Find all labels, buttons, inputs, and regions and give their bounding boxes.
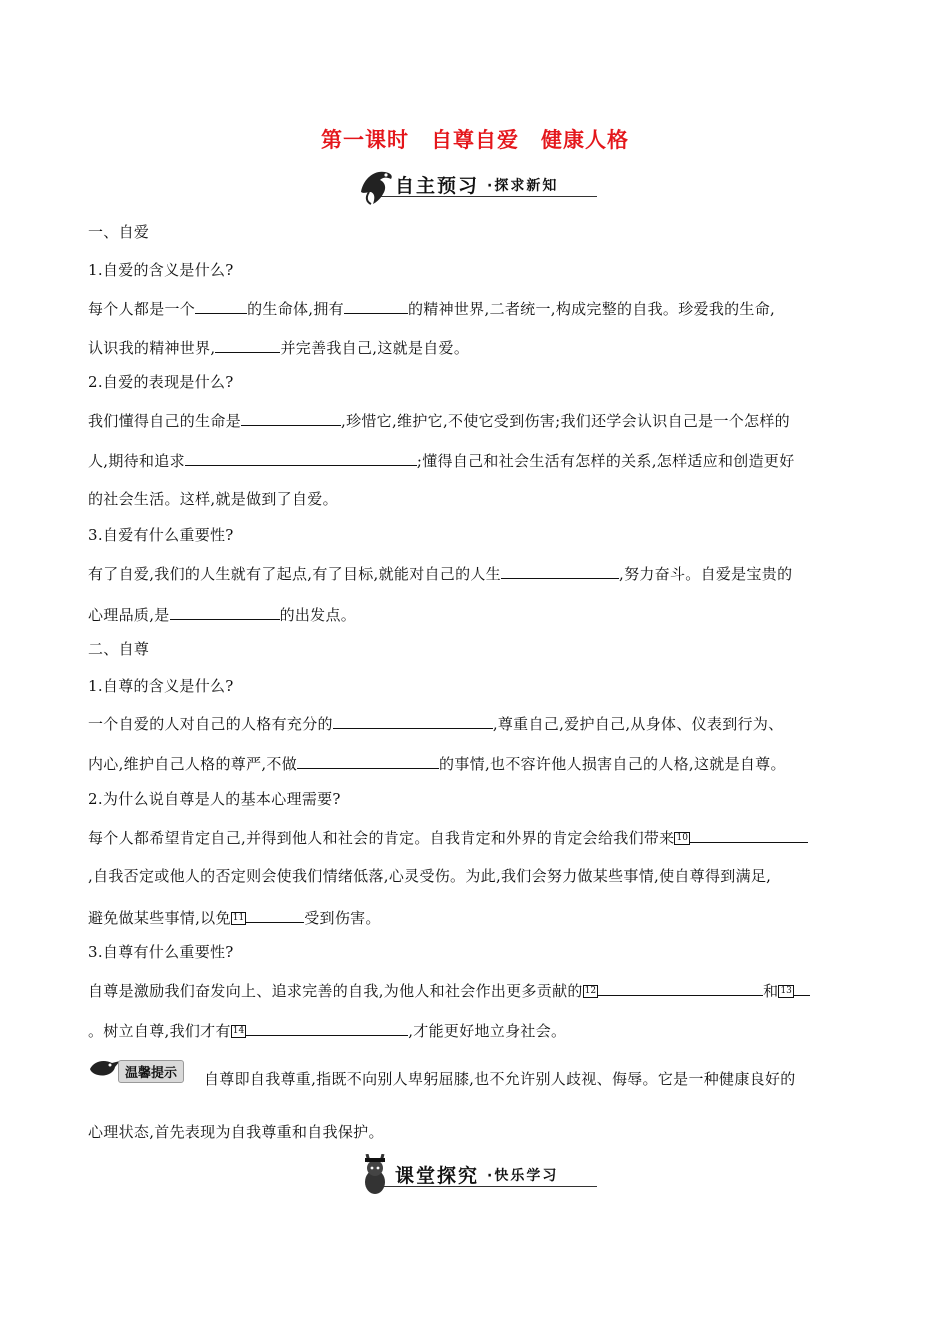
answer-blank[interactable] (297, 752, 439, 769)
question-1: 1.自爱的含义是什么? (88, 261, 234, 279)
answer-blank[interactable] (344, 297, 408, 314)
section-heading-self-love: 一、自爱 (88, 223, 150, 241)
answer-blank[interactable] (246, 1019, 408, 1036)
question-2: 2.自爱的表现是什么? (88, 373, 234, 391)
tip-text: 自尊即自我尊重,指既不向别人卑躬屈膝,也不允许别人歧视、侮辱。它是一种健康良好的 (204, 1070, 796, 1088)
blank-number-marker: 12 (584, 986, 597, 996)
text-line: 自尊是激励我们奋发向上、追求完善的自我,为他人和社会作出更多贡献的 12 和 13 (88, 979, 810, 1001)
text-line: 。树立自尊,我们才有 14 ,才能更好地立身社会。 (88, 1019, 566, 1041)
tip-badge (88, 1058, 192, 1080)
banner-underline (381, 196, 597, 197)
answer-blank[interactable] (241, 409, 341, 426)
answer-blank[interactable] (170, 603, 280, 620)
title-part-subtopic: 健康人格 (541, 128, 629, 152)
banner-preview-subtitle: ·探求新知 (487, 178, 559, 194)
bird-icon (88, 1055, 122, 1079)
question-5: 2.为什么说自尊是人的基本心理需要? (88, 790, 341, 808)
blank-number-marker: 13 (780, 986, 792, 996)
text-line: 有了自爱,我们的人生就有了起点,有了目标,就能对自己的人生 ,努力奋斗。自爱是宝贵的 (88, 562, 792, 584)
text-line: 一个自爱的人对自己的人格有充分的 ,尊重自己,爱护自己,从身体、仪表到行为、 (88, 712, 783, 734)
title-part-topic: 自尊自爱 (431, 128, 519, 152)
answer-blank[interactable] (333, 712, 493, 729)
text-line: 心理品质,是 的出发点。 (88, 603, 356, 625)
text-line: 认识我的精神世界, 并完善我自己,这就是自爱。 (88, 336, 469, 358)
section-banner-preview (355, 168, 600, 208)
banner-underline (381, 1186, 597, 1187)
banner-class-title: 课堂探究 (395, 1165, 480, 1187)
question-4: 1.自尊的含义是什么? (88, 677, 234, 695)
text-line: 我们懂得自己的生命是 ,珍惜它,维护它,不使它受到伤害;我们还学会认识自己是一个怎样的 (88, 409, 790, 431)
answer-blank[interactable] (246, 906, 304, 923)
blank-number-marker: 11 (232, 913, 245, 923)
blank-number-marker: 10 (676, 833, 688, 843)
text-line: 每个人都希望肯定自己,并得到他人和社会的肯定。自我肯定和外界的肯定会给我们带来 10 (88, 826, 808, 848)
answer-blank[interactable] (690, 826, 808, 843)
text-line: 避免做某些事情,以免 11 受到伤害。 (88, 906, 381, 928)
page-title (0, 124, 950, 154)
answer-blank[interactable] (185, 449, 417, 466)
text-line: 每个人都是一个 的生命体,拥有 的精神世界,二者统一,构成完整的自我。珍爱我的生命, (88, 297, 775, 319)
answer-blank[interactable] (501, 562, 619, 579)
tip-label: 温馨提示 (118, 1060, 184, 1083)
answer-blank[interactable] (794, 979, 810, 996)
tip-text: 心理状态,首先表现为自我尊重和自我保护。 (88, 1123, 384, 1141)
banner-preview-title: 自主预习 (395, 175, 480, 197)
title-part-lesson: 第一课时 (321, 128, 409, 152)
rabbit-mascot-icon (355, 1154, 395, 1198)
question-6: 3.自尊有什么重要性? (88, 943, 234, 961)
answer-blank[interactable] (195, 297, 247, 314)
question-3: 3.自爱有什么重要性? (88, 526, 234, 544)
blank-number-marker: 14 (232, 1026, 245, 1036)
answer-blank[interactable] (215, 336, 280, 353)
banner-class-subtitle: ·快乐学习 (487, 1168, 559, 1184)
text-line: 内心,维护自己人格的尊严,不做 的事情,也不容许他人损害自己的人格,这就是自尊。 (88, 752, 786, 774)
dolphin-mascot-icon (355, 162, 397, 206)
answer-blank[interactable] (598, 979, 763, 996)
section-banner-class (355, 1158, 600, 1198)
text-line: 人,期待和追求 ;懂得自己和社会生活有怎样的关系,怎样适应和创造更好 (88, 449, 795, 471)
text-line: 的社会生活。这样,就是做到了自爱。 (88, 490, 338, 508)
text-line: ,自我否定或他人的否定则会使我们情绪低落,心灵受伤。为此,我们会努力做某些事情,使自尊得到满足, (88, 867, 772, 885)
section-heading-self-respect: 二、自尊 (88, 640, 150, 658)
